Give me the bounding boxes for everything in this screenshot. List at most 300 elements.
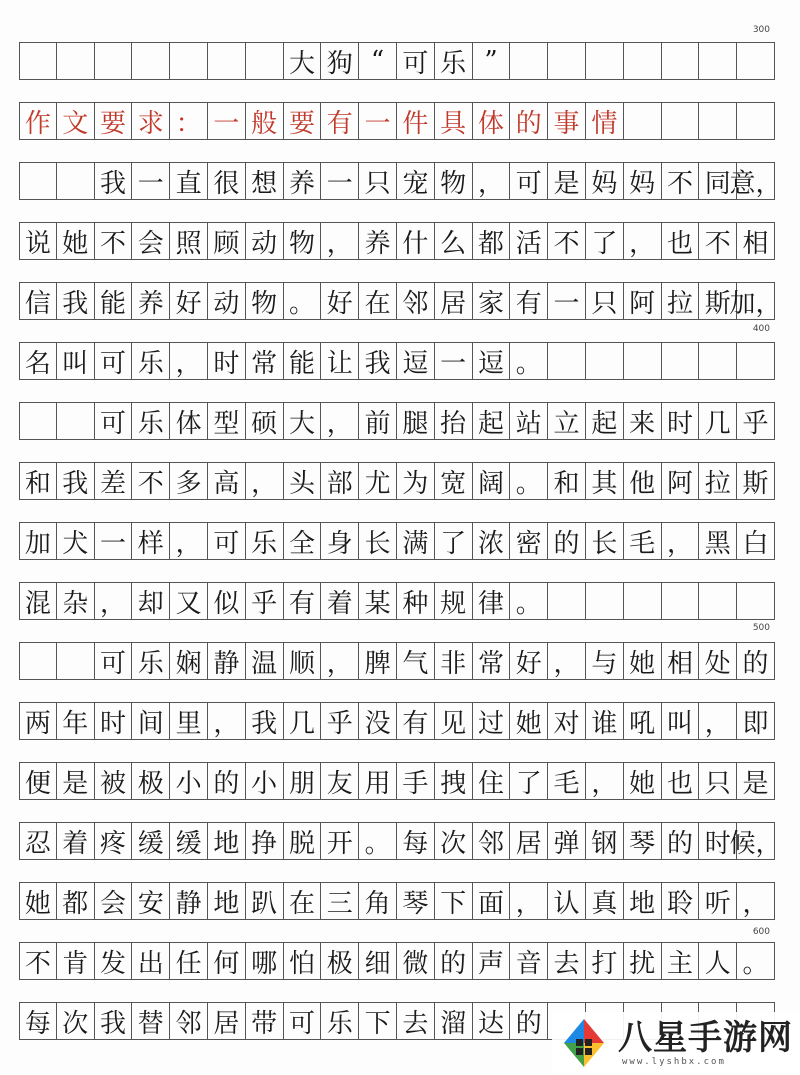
- grid-cell: 即: [737, 703, 775, 739]
- grid-cell: 抬: [435, 403, 473, 439]
- grid-cell: 极: [321, 943, 359, 979]
- grid-cell: 直: [170, 163, 208, 199]
- grid-cell: 动: [208, 283, 246, 319]
- grid-cell: 全: [284, 523, 322, 559]
- grid-cell: 在: [284, 883, 322, 919]
- grid-cell: 规: [435, 583, 473, 619]
- grid-cell: 时: [662, 403, 700, 439]
- grid-cell: 的: [737, 643, 775, 679]
- grid-cell: 我: [57, 283, 95, 319]
- grid-cell: 加，: [737, 283, 775, 319]
- grid-cell: [57, 403, 95, 439]
- grid-cell: 细: [359, 943, 397, 979]
- grid-cell: 只: [586, 283, 624, 319]
- grid-cell: 叫: [57, 343, 95, 379]
- grid-cell: [737, 343, 775, 379]
- grid-cell: 缓: [170, 823, 208, 859]
- text-row: [19, 282, 782, 320]
- grid-cell: 乎: [737, 403, 775, 439]
- grid-cell: 主: [662, 943, 700, 979]
- grid-cell: [737, 43, 775, 79]
- grid-cell: 居: [435, 283, 473, 319]
- grid-cell: ，: [321, 403, 359, 439]
- grid-cell: 怕: [284, 943, 322, 979]
- grid-cell: 加: [19, 523, 57, 559]
- grid-cell: 吼: [624, 703, 662, 739]
- grid-cell: 头: [284, 463, 322, 499]
- grid-cell: 一: [359, 103, 397, 139]
- text-row: [19, 162, 782, 200]
- grid-cell: 阿: [624, 283, 662, 319]
- grid-cell: 下: [359, 1003, 397, 1039]
- grid-cell: 的: [435, 943, 473, 979]
- grid-cell: 人: [699, 943, 737, 979]
- grid-cell: 叫: [662, 703, 700, 739]
- text-row: [19, 642, 775, 680]
- grid-cell: 趴: [246, 883, 284, 919]
- grid-cell: 她: [510, 703, 548, 739]
- grid-cell: 似: [208, 583, 246, 619]
- grid-cell: 可: [284, 1003, 322, 1039]
- grid-cell: 养: [284, 163, 322, 199]
- grid-cell: 有: [321, 103, 359, 139]
- grid-cell: [586, 343, 624, 379]
- grid-cell: 尤: [359, 463, 397, 499]
- grid-cell: 相: [737, 223, 775, 259]
- grid-cell: 发: [95, 943, 133, 979]
- grid-cell: 律: [473, 583, 511, 619]
- grid-cell: 名: [19, 343, 57, 379]
- grid-cell: 她: [624, 763, 662, 799]
- grid-cell: 居: [208, 1003, 246, 1039]
- grid-cell: 乎: [246, 583, 284, 619]
- grid-cell: 浓: [473, 523, 511, 559]
- grid-cell: 声: [473, 943, 511, 979]
- grid-cell: 情: [586, 103, 624, 139]
- grid-cell: 每: [397, 823, 435, 859]
- grid-cell: 逗: [397, 343, 435, 379]
- grid-cell: 拉: [699, 463, 737, 499]
- grid-cell: 几: [284, 703, 322, 739]
- grid-cell: 里: [170, 703, 208, 739]
- grid-cell: 没: [359, 703, 397, 739]
- grid-cell: 要: [95, 103, 133, 139]
- grid-cell: ，: [170, 523, 208, 559]
- grid-cell: 处: [699, 643, 737, 679]
- grid-cell: 友: [321, 763, 359, 799]
- grid-cell: 体: [473, 103, 511, 139]
- grid-cell: 去: [397, 1003, 435, 1039]
- grid-cell: 着: [57, 823, 95, 859]
- grid-cell: 下: [435, 883, 473, 919]
- grid-cell: 常: [246, 343, 284, 379]
- grid-cell: 是: [548, 163, 586, 199]
- grid-cell: 我: [246, 703, 284, 739]
- grid-cell: 娴: [170, 643, 208, 679]
- grid-cell: 可: [95, 403, 133, 439]
- grid-cell: 出: [132, 943, 170, 979]
- grid-cell: 妈: [586, 163, 624, 199]
- grid-cell: 地: [624, 883, 662, 919]
- grid-cell: 乐: [321, 1003, 359, 1039]
- grid-cell: 毛: [624, 523, 662, 559]
- grid-cell: 不: [548, 223, 586, 259]
- watermark-title: 八星手游网: [618, 1018, 793, 1058]
- grid-cell: [662, 43, 700, 79]
- grid-cell: 她: [19, 883, 57, 919]
- grid-cell: 身: [321, 523, 359, 559]
- grid-cell: 脱: [284, 823, 322, 859]
- grid-cell: 是: [57, 763, 95, 799]
- grid-cell: 是: [737, 763, 775, 799]
- grid-cell: 常: [473, 643, 511, 679]
- grid-cell: 肯: [57, 943, 95, 979]
- grid-cell: 年: [57, 703, 95, 739]
- grid-cell: 次: [57, 1003, 95, 1039]
- word-counter-600: 600: [752, 927, 770, 937]
- grid-cell: [548, 43, 586, 79]
- grid-cell: 某: [359, 583, 397, 619]
- grid-cell: 乐: [246, 523, 284, 559]
- grid-cell: [57, 163, 95, 199]
- grid-cell: 我: [95, 1003, 133, 1039]
- grid-cell: 部: [321, 463, 359, 499]
- text-row: [19, 702, 775, 740]
- grid-cell: 间: [132, 703, 170, 739]
- grid-cell: 只: [359, 163, 397, 199]
- watermark: [552, 1012, 800, 1074]
- grid-cell: [699, 343, 737, 379]
- text-row: [19, 882, 775, 920]
- grid-cell: 邻: [473, 823, 511, 859]
- grid-cell: 意，: [737, 163, 775, 199]
- grid-cell: 邻: [170, 1003, 208, 1039]
- grid-cell: ，: [510, 883, 548, 919]
- requirement-row: [19, 102, 775, 140]
- grid-cell: 多: [170, 463, 208, 499]
- grid-cell: 照: [170, 223, 208, 259]
- grid-cell: 溜: [435, 1003, 473, 1039]
- grid-cell: 音: [510, 943, 548, 979]
- grid-cell: 微: [397, 943, 435, 979]
- grid-cell: 腿: [397, 403, 435, 439]
- grid-cell: 与: [586, 643, 624, 679]
- grid-cell: ，: [699, 703, 737, 739]
- watermark-url: www.lyshbx.com: [622, 1057, 726, 1067]
- grid-cell: 极: [132, 763, 170, 799]
- grid-cell: 便: [19, 763, 57, 799]
- grid-cell: 了: [586, 223, 624, 259]
- grid-cell: 扰: [624, 943, 662, 979]
- grid-cell: 和: [19, 463, 57, 499]
- grid-cell: 也: [662, 763, 700, 799]
- grid-cell: ，: [624, 223, 662, 259]
- grid-cell: 每: [19, 1003, 57, 1039]
- grid-cell: 乐: [132, 643, 170, 679]
- grid-cell: 达: [473, 1003, 511, 1039]
- grid-cell: [624, 583, 662, 619]
- grid-cell: 乐: [132, 403, 170, 439]
- grid-cell: 都: [57, 883, 95, 919]
- text-row: [19, 822, 782, 860]
- grid-cell: 样: [132, 523, 170, 559]
- grid-cell: 宽: [435, 463, 473, 499]
- grid-cell: 对: [548, 703, 586, 739]
- grid-cell: 着: [321, 583, 359, 619]
- grid-cell: 斯: [699, 283, 737, 319]
- grid-cell: [548, 343, 586, 379]
- grid-cell: 也: [662, 223, 700, 259]
- grid-cell: ，: [95, 583, 133, 619]
- grid-cell: 同: [699, 163, 737, 199]
- grid-cell: 宠: [397, 163, 435, 199]
- grid-cell: 不: [699, 223, 737, 259]
- grid-cell: 被: [95, 763, 133, 799]
- grid-cell: 一: [95, 523, 133, 559]
- grid-cell: 只: [699, 763, 737, 799]
- grid-cell: ，: [321, 223, 359, 259]
- grid-cell: [19, 163, 57, 199]
- grid-cell: 的: [662, 823, 700, 859]
- grid-cell: 密: [510, 523, 548, 559]
- grid-cell: 三: [321, 883, 359, 919]
- word-counter-300: 300: [752, 25, 770, 35]
- grid-cell: “: [359, 43, 397, 79]
- grid-cell: [132, 43, 170, 79]
- grid-cell: [662, 103, 700, 139]
- grid-cell: 又: [170, 583, 208, 619]
- grid-cell: 有: [397, 703, 435, 739]
- grid-cell: ：: [170, 103, 208, 139]
- grid-cell: 阿: [662, 463, 700, 499]
- grid-cell: 文: [57, 103, 95, 139]
- grid-cell: [624, 343, 662, 379]
- grid-cell: ，: [321, 643, 359, 679]
- grid-cell: 哪: [246, 943, 284, 979]
- grid-cell: 好: [170, 283, 208, 319]
- grid-cell: 角: [359, 883, 397, 919]
- text-row: [19, 402, 775, 440]
- grid-cell: 琴: [624, 823, 662, 859]
- grid-cell: 很: [208, 163, 246, 199]
- grid-cell: ，: [208, 703, 246, 739]
- grid-cell: 用: [359, 763, 397, 799]
- text-row: [19, 342, 775, 380]
- grid-cell: 去: [548, 943, 586, 979]
- grid-cell: 一: [132, 163, 170, 199]
- grid-cell: 他: [624, 463, 662, 499]
- grid-cell: 站: [510, 403, 548, 439]
- title-row: [19, 42, 775, 80]
- grid-cell: 挣: [246, 823, 284, 859]
- grid-cell: 真: [586, 883, 624, 919]
- text-row: [19, 582, 775, 620]
- grid-cell: ，: [662, 523, 700, 559]
- grid-cell: 硕: [246, 403, 284, 439]
- grid-cell: [208, 43, 246, 79]
- grid-cell: 气: [397, 643, 435, 679]
- grid-cell: ，: [246, 463, 284, 499]
- grid-cell: ，: [737, 883, 775, 919]
- grid-cell: [699, 583, 737, 619]
- grid-cell: 温: [246, 643, 284, 679]
- grid-cell: 却: [132, 583, 170, 619]
- grid-cell: 见: [435, 703, 473, 739]
- grid-cell: 一: [548, 283, 586, 319]
- grid-cell: 拽: [435, 763, 473, 799]
- grid-cell: 。: [737, 943, 775, 979]
- grid-cell: 般: [246, 103, 284, 139]
- grid-cell: 想: [246, 163, 284, 199]
- word-counter-500: 500: [752, 623, 770, 633]
- grid-cell: 大: [284, 403, 322, 439]
- grid-cell: 可: [208, 523, 246, 559]
- grid-cell: 说: [19, 223, 57, 259]
- grid-cell: ，: [548, 643, 586, 679]
- grid-cell: 小: [170, 763, 208, 799]
- grid-cell: 静: [170, 883, 208, 919]
- grid-cell: ，: [586, 763, 624, 799]
- grid-cell: 可: [95, 343, 133, 379]
- grid-cell: 杂: [57, 583, 95, 619]
- grid-cell: 打: [586, 943, 624, 979]
- grid-cell: 事: [548, 103, 586, 139]
- grid-cell: 么: [435, 223, 473, 259]
- grid-cell: 会: [132, 223, 170, 259]
- grid-cell: 她: [624, 643, 662, 679]
- grid-cell: 几: [699, 403, 737, 439]
- grid-cell: 顺: [284, 643, 322, 679]
- grid-cell: ，: [170, 343, 208, 379]
- grid-cell: 不: [662, 163, 700, 199]
- grid-cell: 疼: [95, 823, 133, 859]
- grid-cell: 不: [95, 223, 133, 259]
- grid-cell: 家: [473, 283, 511, 319]
- grid-cell: 活: [510, 223, 548, 259]
- grid-cell: 物: [246, 283, 284, 319]
- grid-cell: 犬: [57, 523, 95, 559]
- grid-cell: [699, 103, 737, 139]
- grid-cell: 可: [397, 43, 435, 79]
- grid-cell: 非: [435, 643, 473, 679]
- grid-cell: 静: [208, 643, 246, 679]
- grid-cell: 长: [586, 523, 624, 559]
- grid-cell: [548, 583, 586, 619]
- grid-cell: 了: [435, 523, 473, 559]
- grid-cell: 。: [510, 463, 548, 499]
- grid-cell: [737, 103, 775, 139]
- grid-cell: 不: [132, 463, 170, 499]
- grid-cell: 养: [359, 223, 397, 259]
- grid-cell: ，: [473, 163, 511, 199]
- grid-cell: 她: [57, 223, 95, 259]
- grid-cell: 弹: [548, 823, 586, 859]
- grid-cell: 型: [208, 403, 246, 439]
- grid-cell: 高: [208, 463, 246, 499]
- grid-cell: 体: [170, 403, 208, 439]
- grid-cell: 。: [284, 283, 322, 319]
- grid-cell: 物: [284, 223, 322, 259]
- grid-cell: 认: [548, 883, 586, 919]
- grid-cell: 养: [132, 283, 170, 319]
- grid-cell: 邻: [397, 283, 435, 319]
- grid-cell: 的: [548, 523, 586, 559]
- grid-cell: 。: [359, 823, 397, 859]
- grid-cell: 。: [510, 343, 548, 379]
- grid-cell: 黑: [699, 523, 737, 559]
- grid-cell: [586, 43, 624, 79]
- word-counter-400: 400: [752, 324, 770, 334]
- grid-cell: 一: [208, 103, 246, 139]
- grid-cell: 都: [473, 223, 511, 259]
- grid-cell: 手: [397, 763, 435, 799]
- grid-cell: 谁: [586, 703, 624, 739]
- grid-cell: 的: [510, 1003, 548, 1039]
- grid-cell: 脾: [359, 643, 397, 679]
- grid-cell: 乎: [321, 703, 359, 739]
- grid-cell: 其: [586, 463, 624, 499]
- grid-cell: 起: [586, 403, 624, 439]
- grid-cell: ”: [473, 43, 511, 79]
- grid-cell: 差: [95, 463, 133, 499]
- grid-cell: 件: [397, 103, 435, 139]
- grid-cell: 有: [284, 583, 322, 619]
- grid-cell: 在: [359, 283, 397, 319]
- grid-cell: [662, 343, 700, 379]
- grid-cell: 逗: [473, 343, 511, 379]
- grid-cell: 好: [510, 643, 548, 679]
- grid-cell: 混: [19, 583, 57, 619]
- grid-cell: 前: [359, 403, 397, 439]
- grid-cell: 时: [699, 823, 737, 859]
- grid-cell: 起: [473, 403, 511, 439]
- grid-cell: 聆: [662, 883, 700, 919]
- grid-cell: 任: [170, 943, 208, 979]
- grid-cell: [246, 43, 284, 79]
- grid-cell: 我: [57, 463, 95, 499]
- grid-cell: 求: [132, 103, 170, 139]
- grid-cell: [19, 43, 57, 79]
- grid-cell: 长: [359, 523, 397, 559]
- grid-cell: 可: [95, 643, 133, 679]
- grid-cell: 妈: [624, 163, 662, 199]
- grid-cell: 钢: [586, 823, 624, 859]
- text-row: [19, 222, 775, 260]
- grid-cell: 让: [321, 343, 359, 379]
- grid-cell: 地: [208, 883, 246, 919]
- grid-cell: [170, 43, 208, 79]
- grid-cell: 拉: [662, 283, 700, 319]
- grid-cell: 可: [510, 163, 548, 199]
- grid-cell: 两: [19, 703, 57, 739]
- text-row: [19, 762, 775, 800]
- grid-cell: 立: [548, 403, 586, 439]
- grid-cell: [19, 643, 57, 679]
- grid-cell: 一: [321, 163, 359, 199]
- grid-cell: 地: [208, 823, 246, 859]
- grid-cell: 大: [284, 43, 322, 79]
- grid-cell: 替: [132, 1003, 170, 1039]
- grid-cell: 为: [397, 463, 435, 499]
- grid-cell: 物: [435, 163, 473, 199]
- grid-cell: [624, 43, 662, 79]
- grid-cell: 狗: [321, 43, 359, 79]
- grid-cell: 过: [473, 703, 511, 739]
- grid-cell: 朋: [284, 763, 322, 799]
- grid-cell: 不: [19, 943, 57, 979]
- grid-cell: 缓: [132, 823, 170, 859]
- grid-cell: 阔: [473, 463, 511, 499]
